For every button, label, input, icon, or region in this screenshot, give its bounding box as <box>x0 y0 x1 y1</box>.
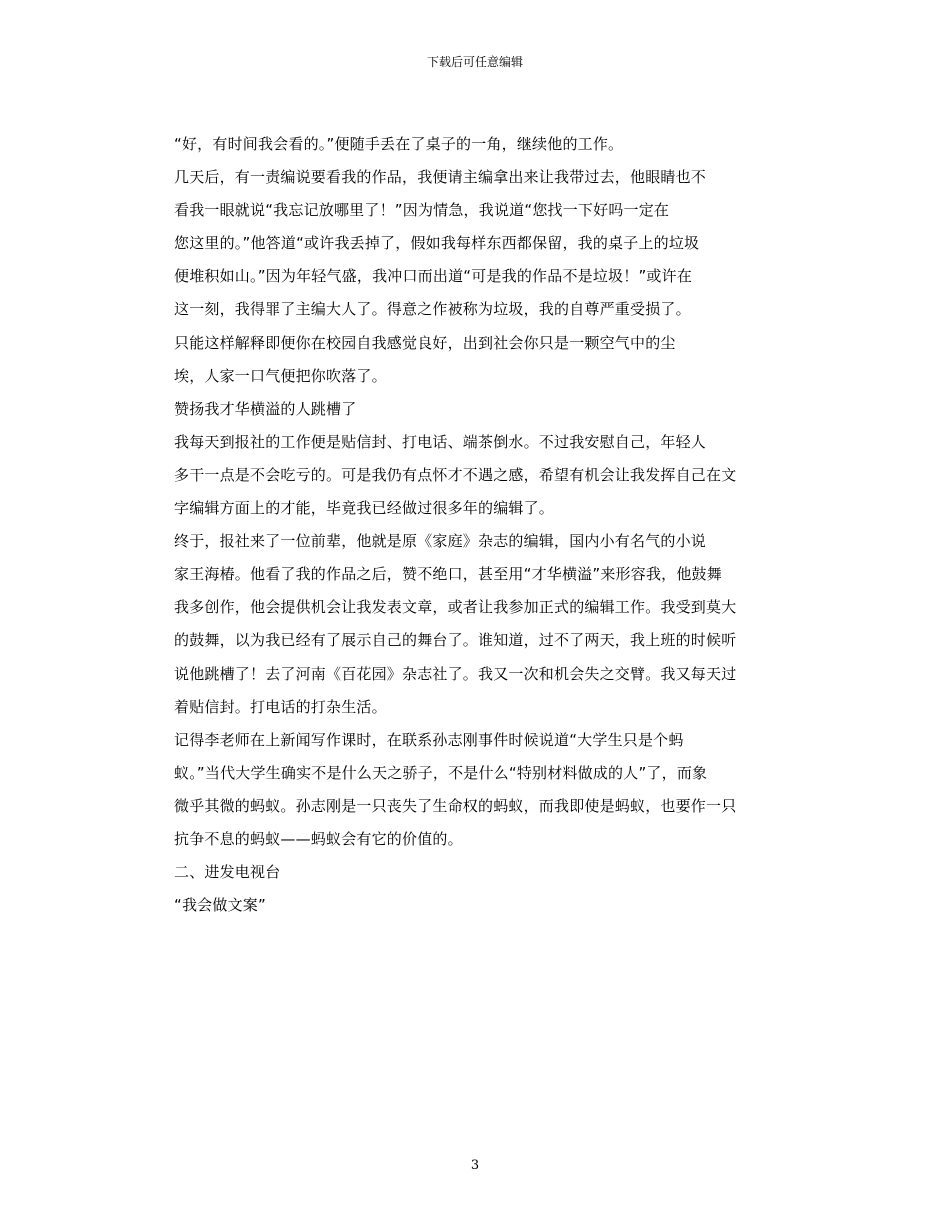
text-line: 我多创作，他会提供机会让我发表文章，或者让我参加正式的编辑工作。我受到莫大 <box>174 598 737 617</box>
text-line: 的鼓舞，以为我已经有了展示自己的舞台了。谁知道，过不了两天，我上班的时候听 <box>174 631 737 650</box>
text-line: 说他跳槽了！去了河南《百花园》杂志社了。我又一次和机会失之交臂。我又每天过 <box>174 664 737 683</box>
text-line: 几天后，有一责编说要看我的作品，我便请主编拿出来让我带过去，他眼睛也不 <box>174 168 707 187</box>
text-line: 蚁。”当代大学生确实不是什么天之骄子，不是什么“特别材料做成的人”了，而象 <box>174 763 708 782</box>
text-line: 看我一眼就说“我忘记放哪里了！”因为情急，我说道“您找一下好吗一定在 <box>174 201 670 220</box>
text-line: 埃，人家一口气便把你吹落了。 <box>174 366 387 385</box>
text-line: 我每天到报社的工作便是贴信封、打电话、端茶倒水。不过我安慰自己，年轻人 <box>174 432 707 451</box>
text-line: 多干一点是不会吃亏的。可是我仍有点怀才不遇之感，希望有机会让我发挥自己在文 <box>174 465 737 484</box>
document-body <box>174 128 784 922</box>
text-line: “好，有时间我会看的。”便随手丢在了桌子的一角，继续他的工作。 <box>174 135 624 153</box>
text-line: 您这里的。”他答道“或许我丢掉了，假如我每样东西都保留，我的桌子上的垃圾 <box>174 234 700 253</box>
section-heading: 赞扬我才华横溢的人跳槽了 <box>174 399 357 418</box>
text-line: 微乎其微的蚂蚁。孙志刚是一只丧失了生命权的蚂蚁，而我即使是蚂蚁，也要作一只 <box>174 796 737 815</box>
page-number: 3 <box>470 1158 480 1173</box>
text-line: 这一刻，我得罪了主编大人了。得意之作被称为垃圾，我的自尊严重受损了。 <box>174 300 691 319</box>
text-line: 记得李老师在上新闻写作课时，在联系孙志刚事件时候说道“大学生只是个蚂 <box>174 730 684 749</box>
text-line: 终于，报社来了一位前辈，他就是原《家庭》杂志的编辑，国内小有名气的小说 <box>174 532 707 551</box>
section-heading: 二、进发电视台 <box>174 863 281 882</box>
text-line: 字编辑方面上的才能，毕竟我已经做过很多年的编辑了。 <box>174 499 555 518</box>
text-line: 家王海椿。他看了我的作品之后，赞不绝口，甚至用“才华横溢”来形容我，他鼓舞 <box>174 565 722 584</box>
text-line: 着贴信封。打电话的打杂生活。 <box>174 697 387 716</box>
page-header: 下载后可任意编辑 <box>426 55 523 69</box>
text-line: 抗争不息的蚂蚁——蚂蚁会有它的价值的。 <box>174 829 463 848</box>
section-subheading: “我会做文案” <box>174 896 266 915</box>
text-line: 只能这样解释即便你在校园自我感觉良好，出到社会你只是一颗空气中的尘 <box>174 333 676 352</box>
text-line: 便堆积如山。”因为年轻气盛，我冲口而出道“可是我的作品不是垃圾！”或许在 <box>174 267 693 286</box>
